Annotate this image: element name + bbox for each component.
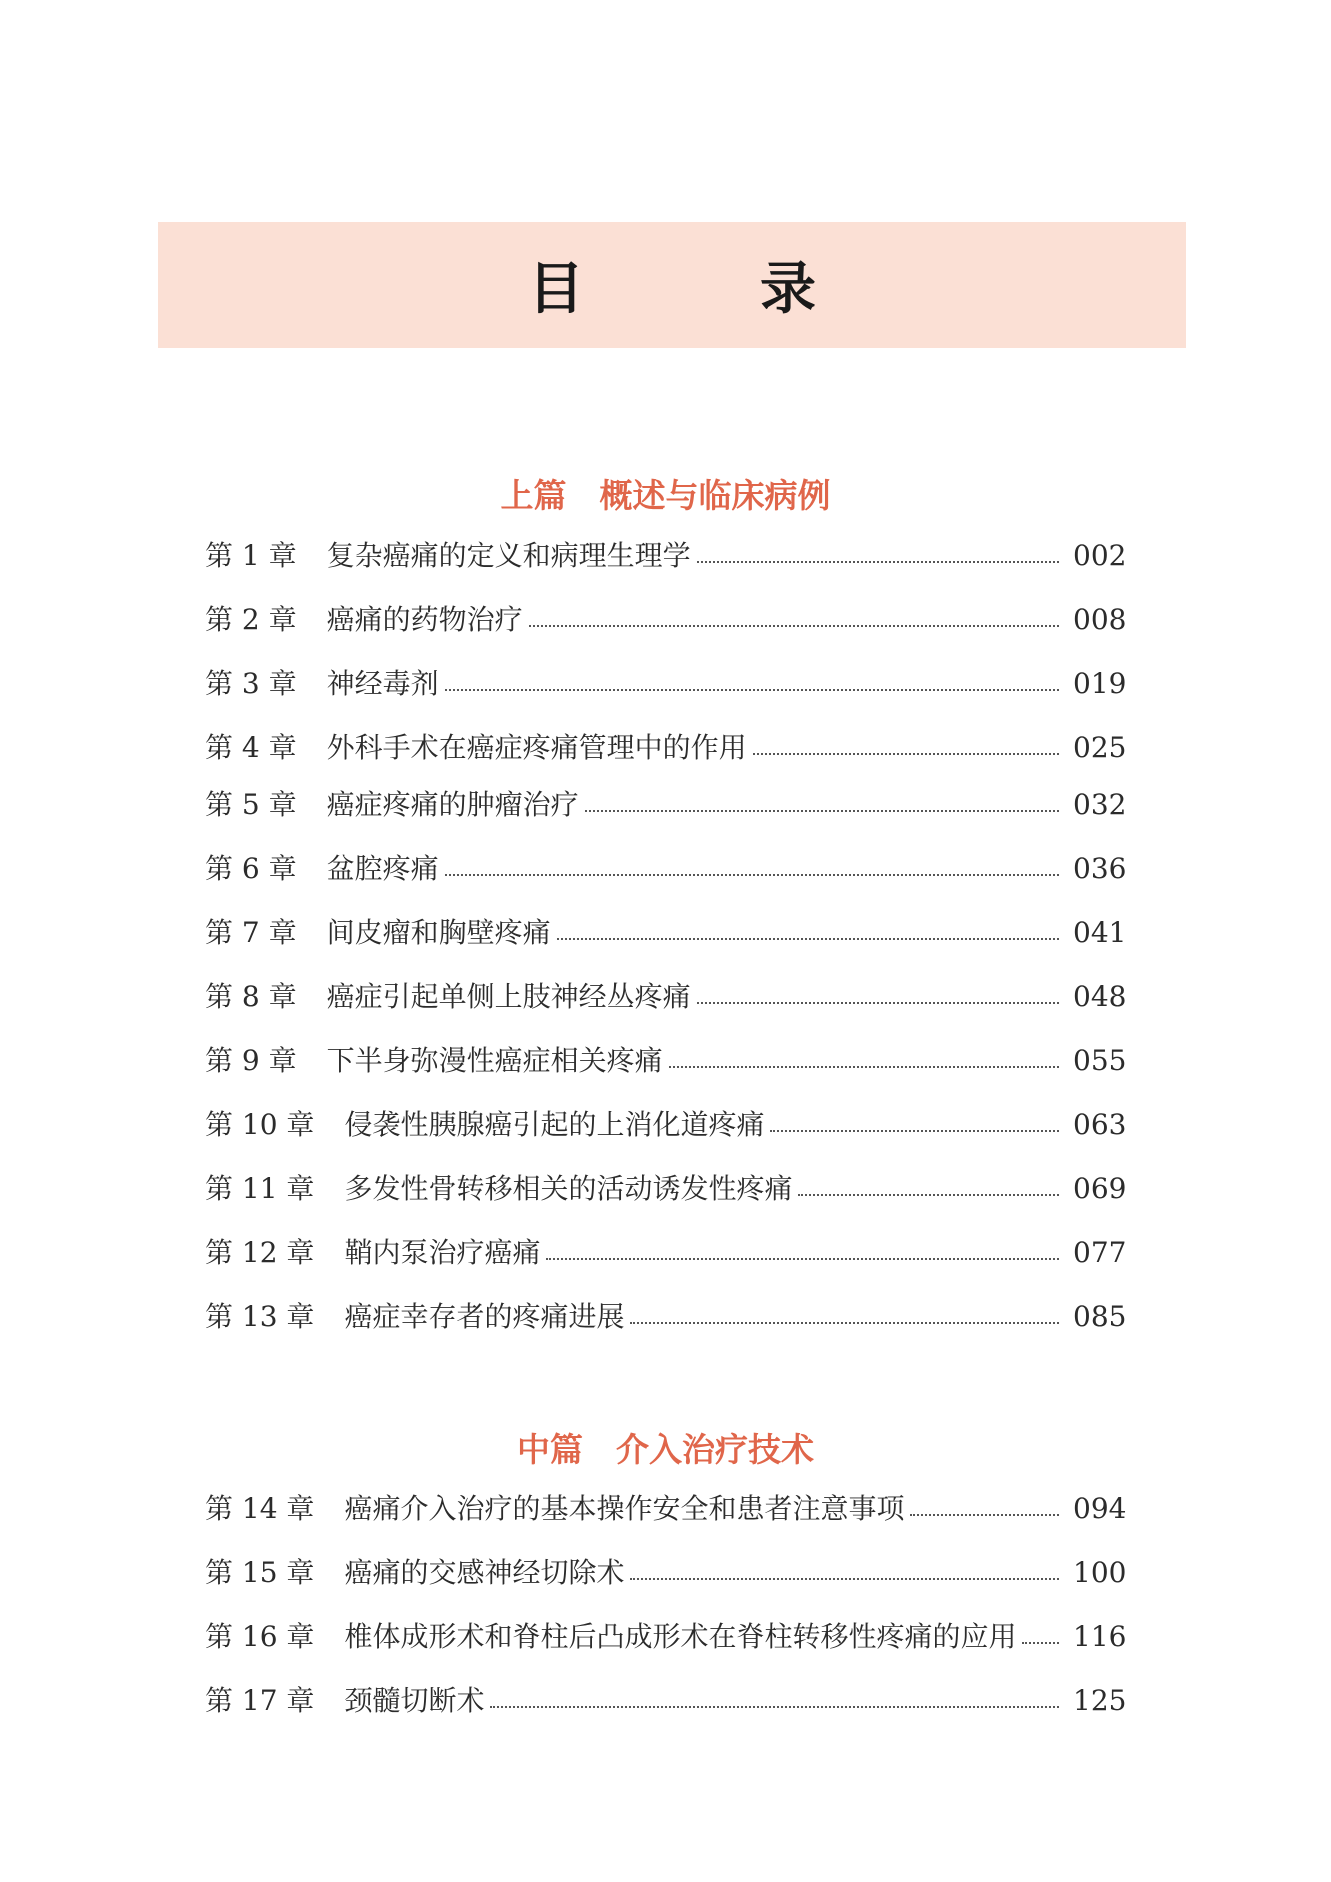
toc-row[interactable] <box>205 728 1127 768</box>
chapter-title: 外科手术在癌症疼痛管理中的作用 <box>326 731 747 764</box>
chapter-title: 鞘内泵治疗癌痛 <box>344 1236 541 1269</box>
chapter-title: 颈髓切断术 <box>344 1684 485 1717</box>
toc-row[interactable] <box>205 536 1127 576</box>
page-number: 094 <box>1073 1492 1127 1525</box>
dot-leader <box>546 1258 1059 1260</box>
dot-leader <box>798 1194 1059 1196</box>
chapter-number: 第 3 章 <box>205 667 297 700</box>
dot-leader <box>630 1578 1059 1580</box>
toc-row[interactable] <box>205 1169 1127 1209</box>
page-number: 069 <box>1073 1172 1127 1205</box>
chapter-number: 第 7 章 <box>205 916 297 949</box>
section-heading-1: 上篇 概述与临床病例 <box>500 476 831 515</box>
dot-leader <box>445 874 1059 876</box>
toc-row[interactable] <box>205 1553 1127 1593</box>
page-number: 025 <box>1073 731 1127 764</box>
page-number: 055 <box>1073 1044 1127 1077</box>
dot-leader <box>669 1066 1059 1068</box>
page-title: 目 录 <box>528 256 876 322</box>
chapter-title: 间皮瘤和胸壁疼痛 <box>326 916 551 949</box>
chapter-number: 第 1 章 <box>205 539 297 572</box>
chapter-number: 第 5 章 <box>205 788 297 821</box>
toc-row[interactable] <box>205 849 1127 889</box>
toc-row[interactable] <box>205 1681 1127 1721</box>
chapter-number: 第 15 章 <box>205 1556 315 1589</box>
dot-leader <box>697 561 1059 563</box>
page-number: 116 <box>1073 1620 1127 1653</box>
toc-row[interactable] <box>205 600 1127 640</box>
page-number: 008 <box>1073 603 1127 636</box>
page-number: 041 <box>1073 916 1127 949</box>
dot-leader <box>1022 1642 1059 1644</box>
chapter-number: 第 13 章 <box>205 1300 315 1333</box>
toc-row[interactable] <box>205 785 1127 825</box>
chapter-title: 癌症引起单侧上肢神经丛疼痛 <box>326 980 691 1013</box>
dot-leader <box>445 689 1059 691</box>
dot-leader <box>910 1514 1059 1516</box>
chapter-title: 椎体成形术和脊柱后凸成形术在脊柱转移性疼痛的应用 <box>344 1620 1017 1653</box>
chapter-title: 癌痛的药物治疗 <box>326 603 523 636</box>
chapter-title: 盆腔疼痛 <box>326 852 439 885</box>
dot-leader <box>753 753 1059 755</box>
page-number: 002 <box>1073 539 1127 572</box>
toc-row[interactable] <box>205 1617 1127 1657</box>
toc-row[interactable] <box>205 913 1127 953</box>
chapter-title: 侵袭性胰腺癌引起的上消化道疼痛 <box>344 1108 765 1141</box>
dot-leader <box>529 625 1059 627</box>
dot-leader <box>770 1130 1059 1132</box>
chapter-number: 第 16 章 <box>205 1620 315 1653</box>
toc-row[interactable] <box>205 1297 1127 1337</box>
page-number: 032 <box>1073 788 1127 821</box>
dot-leader <box>630 1322 1059 1324</box>
toc-row[interactable] <box>205 664 1127 704</box>
chapter-number: 第 2 章 <box>205 603 297 636</box>
chapter-number: 第 4 章 <box>205 731 297 764</box>
chapter-title: 神经毒剂 <box>326 667 439 700</box>
dot-leader <box>697 1002 1059 1004</box>
page-number: 085 <box>1073 1300 1127 1333</box>
toc-row[interactable] <box>205 1233 1127 1273</box>
chapter-number: 第 11 章 <box>205 1172 315 1205</box>
chapter-title: 复杂癌痛的定义和病理生理学 <box>326 539 691 572</box>
page-number: 019 <box>1073 667 1127 700</box>
chapter-number: 第 10 章 <box>205 1108 315 1141</box>
toc-row[interactable] <box>205 1041 1127 1081</box>
page-number: 063 <box>1073 1108 1127 1141</box>
toc-row[interactable] <box>205 977 1127 1017</box>
page-number: 100 <box>1073 1556 1127 1589</box>
chapter-number: 第 6 章 <box>205 852 297 885</box>
chapter-title: 癌痛介入治疗的基本操作安全和患者注意事项 <box>344 1492 905 1525</box>
title-banner <box>158 222 1186 348</box>
chapter-number: 第 14 章 <box>205 1492 315 1525</box>
page-number: 125 <box>1073 1684 1127 1717</box>
chapter-title: 多发性骨转移相关的活动诱发性疼痛 <box>344 1172 793 1205</box>
chapter-number: 第 9 章 <box>205 1044 297 1077</box>
chapter-title: 癌痛的交感神经切除术 <box>344 1556 625 1589</box>
dot-leader <box>557 938 1059 940</box>
chapter-number: 第 12 章 <box>205 1236 315 1269</box>
dot-leader <box>585 810 1059 812</box>
chapter-title: 癌症幸存者的疼痛进展 <box>344 1300 625 1333</box>
page-number: 048 <box>1073 980 1127 1013</box>
chapter-number: 第 8 章 <box>205 980 297 1013</box>
page-number: 036 <box>1073 852 1127 885</box>
section-heading-2: 中篇 介入治疗技术 <box>517 1430 814 1469</box>
chapter-title: 下半身弥漫性癌症相关疼痛 <box>326 1044 663 1077</box>
page-number: 077 <box>1073 1236 1127 1269</box>
toc-row[interactable] <box>205 1489 1127 1529</box>
chapter-number: 第 17 章 <box>205 1684 315 1717</box>
toc-row[interactable] <box>205 1105 1127 1145</box>
chapter-title: 癌症疼痛的肿瘤治疗 <box>326 788 579 821</box>
dot-leader <box>490 1706 1059 1708</box>
